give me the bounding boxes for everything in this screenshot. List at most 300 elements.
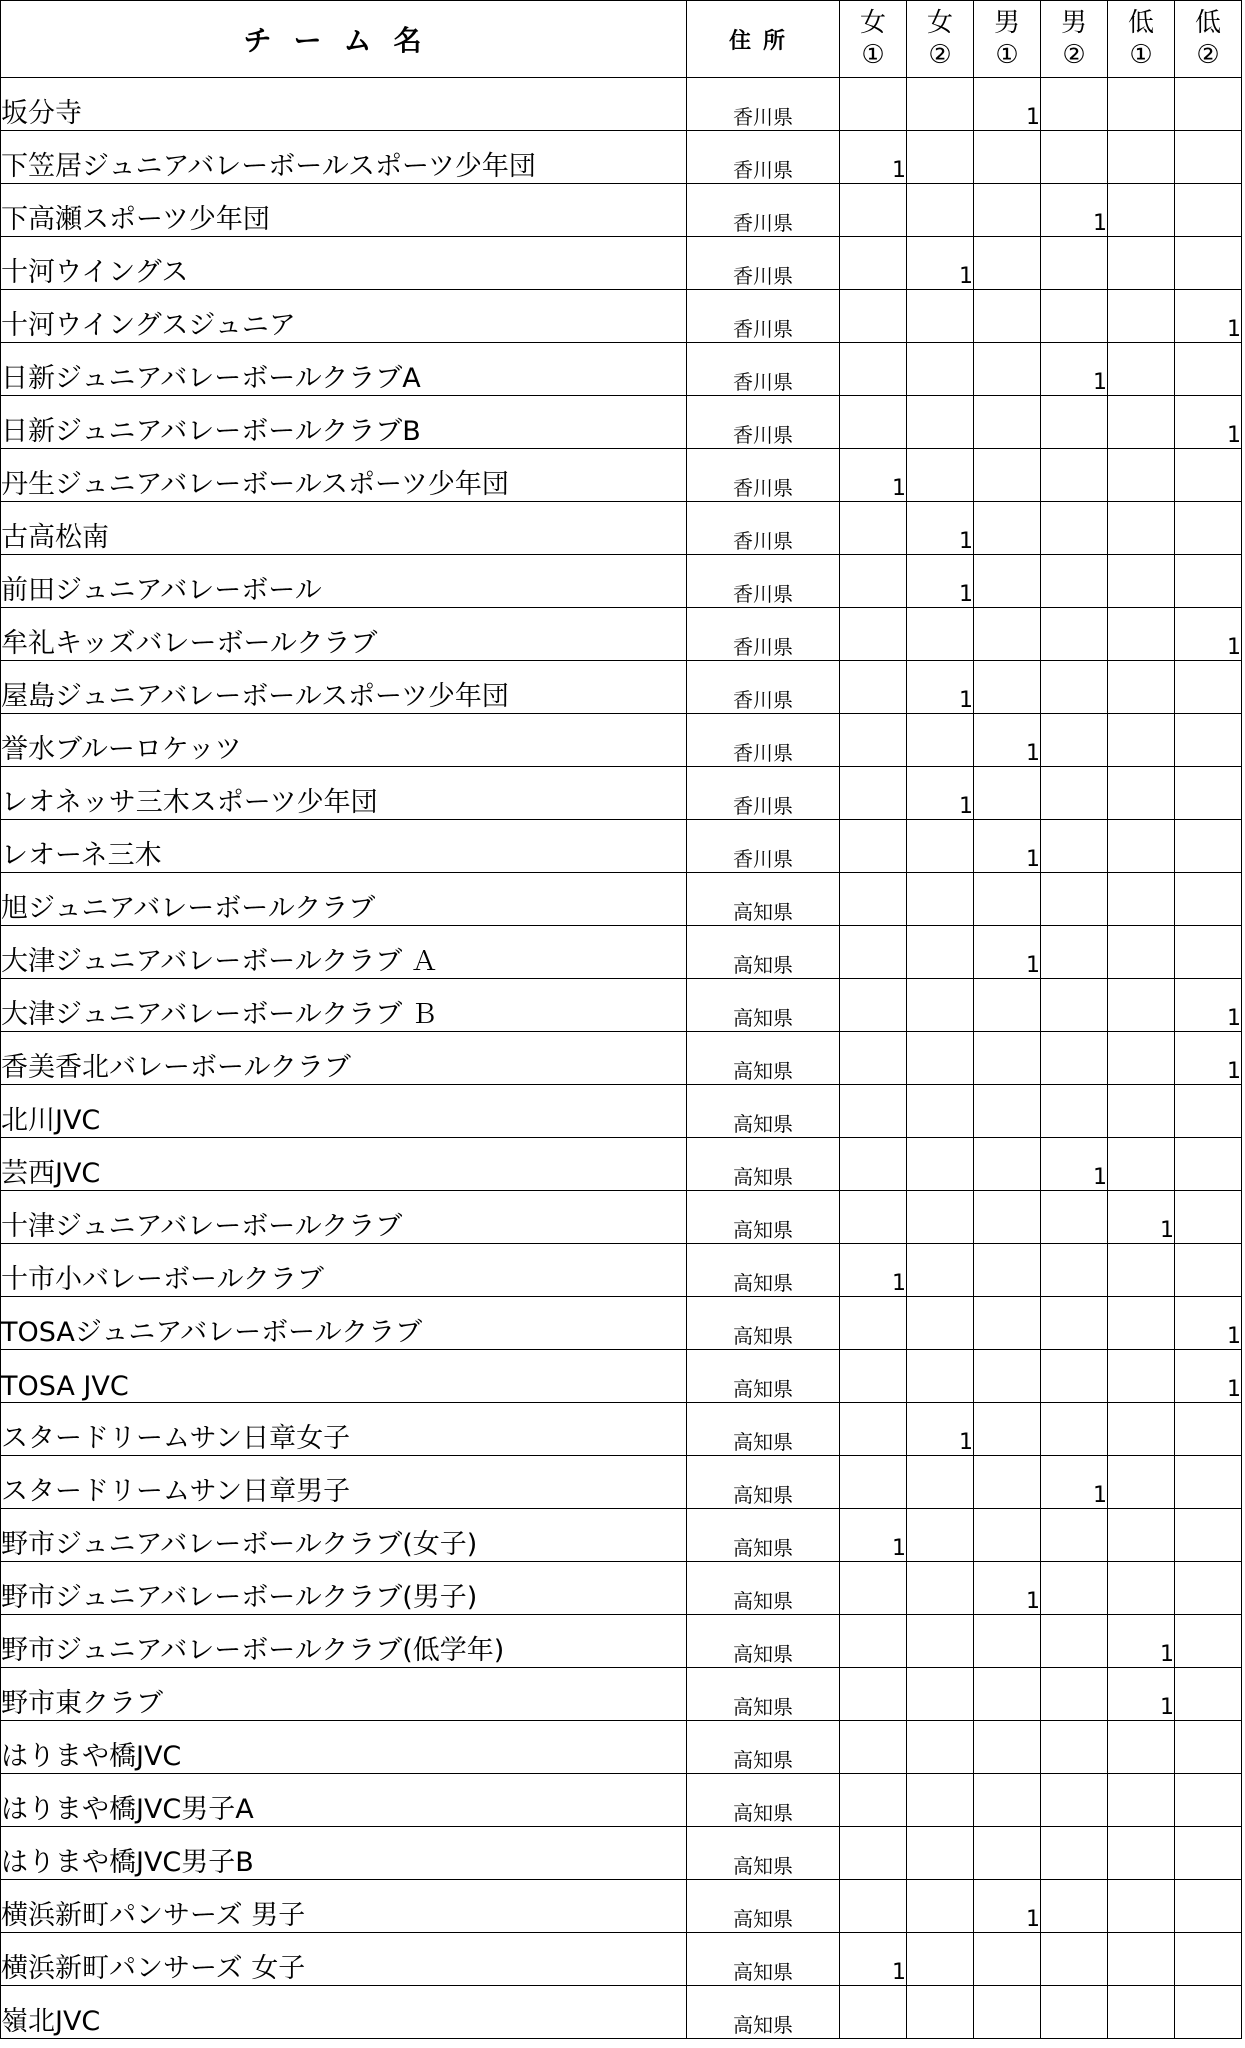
team-name-cell: TOSAジュニアバレーボールクラブ (1, 1297, 687, 1350)
table-row (1, 290, 1242, 343)
team-name-cell: はりまや橋JVC (1, 1721, 687, 1774)
category-mark-cell (1041, 131, 1108, 184)
category-mark-cell (974, 1191, 1041, 1244)
category-mark-cell (840, 1721, 907, 1774)
category-mark-cell (1041, 1191, 1108, 1244)
category-mark-cell (840, 767, 907, 820)
category-mark-cell (1175, 767, 1242, 820)
category-mark-cell (840, 1191, 907, 1244)
category-mark-cell (907, 1986, 974, 2039)
table-row (1, 1880, 1242, 1933)
team-name-cell: 下笠居ジュニアバレーボールスポーツ少年団 (1, 131, 687, 184)
address-cell: 高知県 (687, 1191, 840, 1244)
header-team-name: チーム名 (1, 1, 687, 78)
address-cell: 高知県 (687, 1138, 840, 1191)
table-row (1, 608, 1242, 661)
address-cell: 香川県 (687, 714, 840, 767)
category-mark-cell (1108, 343, 1175, 396)
team-name-cell: 北川JVC (1, 1085, 687, 1138)
category-mark-cell (1175, 1244, 1242, 1297)
category-mark-cell (1041, 1933, 1108, 1986)
category-mark-cell (1108, 1562, 1175, 1615)
category-mark-cell (840, 1880, 907, 1933)
category-mark-cell (1041, 502, 1108, 555)
table-row (1, 661, 1242, 714)
table-row (1, 184, 1242, 237)
category-mark-cell (1041, 1350, 1108, 1403)
category-mark-cell (1108, 396, 1175, 449)
team-name-cell: 十市小バレーボールクラブ (1, 1244, 687, 1297)
header-category-boys-1: 男 ① (974, 1, 1041, 78)
category-mark-cell: 1 (907, 555, 974, 608)
category-mark-cell (1041, 1085, 1108, 1138)
category-mark-cell (907, 1668, 974, 1721)
table-row (1, 767, 1242, 820)
address-cell: 高知県 (687, 1403, 840, 1456)
team-name-cell: 誉水ブルーロケッツ (1, 714, 687, 767)
category-mark-cell (840, 396, 907, 449)
category-mark-cell (1041, 767, 1108, 820)
category-mark-cell (907, 1085, 974, 1138)
header-row (1, 1, 1242, 78)
category-mark-cell (1041, 1244, 1108, 1297)
category-mark-cell (974, 1350, 1041, 1403)
table-row (1, 926, 1242, 979)
category-mark-cell (1108, 184, 1175, 237)
address-cell: 高知県 (687, 1562, 840, 1615)
table-row (1, 1721, 1242, 1774)
address-cell: 香川県 (687, 131, 840, 184)
team-name-cell: スタードリームサン日章女子 (1, 1403, 687, 1456)
table-row (1, 502, 1242, 555)
category-mark-cell (907, 1880, 974, 1933)
table-row (1, 131, 1242, 184)
category-mark-cell (1175, 555, 1242, 608)
category-mark-cell (907, 78, 974, 131)
team-name-cell: 十河ウイングス (1, 237, 687, 290)
category-mark-cell (1041, 1721, 1108, 1774)
category-mark-cell (1175, 502, 1242, 555)
category-mark-cell (1108, 1774, 1175, 1827)
category-mark-cell (1041, 1509, 1108, 1562)
team-name-cell: 十河ウイングスジュニア (1, 290, 687, 343)
category-mark-cell (907, 1138, 974, 1191)
address-cell: 香川県 (687, 555, 840, 608)
team-name-cell: 大津ジュニアバレーボールクラブ Ｂ (1, 979, 687, 1032)
category-mark-cell (840, 1615, 907, 1668)
category-mark-cell (974, 1668, 1041, 1721)
table-row (1, 1933, 1242, 1986)
category-mark-cell (974, 1774, 1041, 1827)
category-mark-cell (1108, 714, 1175, 767)
category-mark-cell (840, 979, 907, 1032)
category-mark-cell (1041, 396, 1108, 449)
category-mark-cell (907, 343, 974, 396)
team-name-cell: はりまや橋JVC男子B (1, 1827, 687, 1880)
category-mark-cell (1175, 1880, 1242, 1933)
category-mark-cell (1041, 290, 1108, 343)
table-row (1, 1827, 1242, 1880)
category-mark-cell (907, 608, 974, 661)
team-name-cell: 丹生ジュニアバレーボールスポーツ少年団 (1, 449, 687, 502)
category-mark-cell (907, 1191, 974, 1244)
category-mark-cell (1175, 184, 1242, 237)
category-mark-cell (1041, 1986, 1108, 2039)
team-name-cell: 古高松南 (1, 502, 687, 555)
category-mark-cell: 1 (1041, 1456, 1108, 1509)
table-row (1, 1085, 1242, 1138)
category-mark-cell (974, 1615, 1041, 1668)
category-mark-cell (1041, 979, 1108, 1032)
address-cell: 高知県 (687, 1986, 840, 2039)
category-mark-cell (1175, 926, 1242, 979)
category-mark-cell (1041, 1297, 1108, 1350)
category-mark-cell (974, 1456, 1041, 1509)
category-mark-cell (840, 1297, 907, 1350)
team-name-cell: 十津ジュニアバレーボールクラブ (1, 1191, 687, 1244)
category-mark-cell (1041, 237, 1108, 290)
category-mark-cell (840, 1986, 907, 2039)
category-mark-cell (907, 1562, 974, 1615)
category-mark-cell (1108, 1721, 1175, 1774)
category-mark-cell (907, 926, 974, 979)
category-mark-cell (907, 714, 974, 767)
team-name-cell: 前田ジュニアバレーボール (1, 555, 687, 608)
category-mark-cell: 1 (1041, 1138, 1108, 1191)
category-mark-cell: 1 (1175, 1350, 1242, 1403)
category-mark-cell (840, 1138, 907, 1191)
category-mark-cell: 1 (1175, 290, 1242, 343)
category-mark-cell (907, 1933, 974, 1986)
category-mark-cell (1108, 237, 1175, 290)
address-cell: 高知県 (687, 1880, 840, 1933)
category-mark-cell: 1 (1175, 1297, 1242, 1350)
category-mark-cell (1041, 1774, 1108, 1827)
category-mark-cell (974, 1509, 1041, 1562)
category-mark-cell (974, 1403, 1041, 1456)
category-mark-cell (974, 1085, 1041, 1138)
address-cell: 香川県 (687, 343, 840, 396)
address-cell: 高知県 (687, 1456, 840, 1509)
category-mark-cell (1175, 1615, 1242, 1668)
category-mark-cell (974, 1244, 1041, 1297)
category-mark-cell (907, 184, 974, 237)
category-mark-cell (907, 131, 974, 184)
category-mark-cell: 1 (974, 78, 1041, 131)
team-name-cell: はりまや橋JVC男子A (1, 1774, 687, 1827)
category-mark-cell (1041, 714, 1108, 767)
table-row (1, 396, 1242, 449)
team-name-cell: 嶺北JVC (1, 1986, 687, 2039)
category-mark-cell (1041, 1880, 1108, 1933)
category-mark-cell (1175, 78, 1242, 131)
category-mark-cell (1108, 873, 1175, 926)
category-mark-cell (1108, 1244, 1175, 1297)
category-mark-cell (974, 873, 1041, 926)
address-cell: 香川県 (687, 290, 840, 343)
team-name-cell: 屋島ジュニアバレーボールスポーツ少年団 (1, 661, 687, 714)
category-mark-cell (974, 396, 1041, 449)
category-mark-cell (974, 449, 1041, 502)
category-mark-cell (974, 1297, 1041, 1350)
category-mark-cell (1175, 1933, 1242, 1986)
category-mark-cell (1108, 979, 1175, 1032)
category-mark-cell: 1 (1108, 1668, 1175, 1721)
category-mark-cell (840, 661, 907, 714)
category-mark-cell: 1 (974, 1880, 1041, 1933)
address-cell: 高知県 (687, 1827, 840, 1880)
team-name-cell: 下高瀬スポーツ少年団 (1, 184, 687, 237)
category-mark-cell (974, 1138, 1041, 1191)
category-mark-cell (1108, 131, 1175, 184)
table-row (1, 1562, 1242, 1615)
category-mark-cell (1108, 608, 1175, 661)
header-category-girls-1: 女 ① (840, 1, 907, 78)
category-mark-cell (1175, 1138, 1242, 1191)
category-mark-cell (907, 1721, 974, 1774)
category-mark-cell (1108, 555, 1175, 608)
team-name-cell: 日新ジュニアバレーボールクラブB (1, 396, 687, 449)
category-mark-cell (840, 714, 907, 767)
category-mark-cell: 1 (907, 767, 974, 820)
category-mark-cell (1041, 1403, 1108, 1456)
category-mark-cell: 1 (907, 502, 974, 555)
category-mark-cell (1175, 1509, 1242, 1562)
category-mark-cell (840, 290, 907, 343)
address-cell: 香川県 (687, 78, 840, 131)
category-mark-cell (1175, 1827, 1242, 1880)
category-mark-cell (1175, 1774, 1242, 1827)
category-mark-cell: 1 (840, 1509, 907, 1562)
category-mark-cell: 1 (1175, 608, 1242, 661)
address-cell: 香川県 (687, 608, 840, 661)
category-mark-cell (840, 1562, 907, 1615)
team-rows (1, 78, 1242, 2039)
team-name-cell: 日新ジュニアバレーボールクラブA (1, 343, 687, 396)
address-cell: 高知県 (687, 1509, 840, 1562)
category-mark-cell: 1 (840, 449, 907, 502)
table-row (1, 343, 1242, 396)
category-mark-cell (1175, 131, 1242, 184)
category-mark-cell (1175, 343, 1242, 396)
category-mark-cell: 1 (907, 1403, 974, 1456)
category-mark-cell: 1 (1175, 1032, 1242, 1085)
category-mark-cell (1108, 1456, 1175, 1509)
header-address: 住所 (687, 1, 840, 78)
address-cell: 高知県 (687, 1297, 840, 1350)
header-category-low-2: 低 ② (1175, 1, 1242, 78)
category-mark-cell (1041, 661, 1108, 714)
table-row (1, 1032, 1242, 1085)
category-mark-cell: 1 (1175, 979, 1242, 1032)
table-row (1, 1986, 1242, 2039)
category-mark-cell (907, 979, 974, 1032)
category-mark-cell (840, 1456, 907, 1509)
category-mark-cell (840, 1774, 907, 1827)
team-name-cell: スタードリームサン日章男子 (1, 1456, 687, 1509)
address-cell: 高知県 (687, 1085, 840, 1138)
address-cell: 香川県 (687, 237, 840, 290)
category-mark-cell (1175, 1986, 1242, 2039)
category-mark-cell (974, 237, 1041, 290)
team-name-cell: 香美香北バレーボールクラブ (1, 1032, 687, 1085)
address-cell: 高知県 (687, 1668, 840, 1721)
team-name-cell: 大津ジュニアバレーボールクラブ Ａ (1, 926, 687, 979)
category-mark-cell (974, 1827, 1041, 1880)
category-mark-cell (1041, 1668, 1108, 1721)
address-cell: 高知県 (687, 1721, 840, 1774)
address-cell: 香川県 (687, 767, 840, 820)
table-row (1, 1403, 1242, 1456)
category-mark-cell: 1 (1041, 184, 1108, 237)
address-cell: 高知県 (687, 979, 840, 1032)
category-mark-cell (974, 1986, 1041, 2039)
category-mark-cell (1041, 1827, 1108, 1880)
team-name-cell: 野市ジュニアバレーボールクラブ(低学年) (1, 1615, 687, 1668)
category-mark-cell (907, 873, 974, 926)
category-mark-cell (1041, 1615, 1108, 1668)
category-mark-cell (1108, 1986, 1175, 2039)
address-cell: 香川県 (687, 396, 840, 449)
category-mark-cell (840, 1668, 907, 1721)
category-mark-cell (907, 1774, 974, 1827)
address-cell: 香川県 (687, 661, 840, 714)
address-cell: 高知県 (687, 1615, 840, 1668)
category-mark-cell (840, 78, 907, 131)
category-mark-cell (1175, 449, 1242, 502)
address-cell: 高知県 (687, 1774, 840, 1827)
category-mark-cell (1108, 1827, 1175, 1880)
category-mark-cell (1041, 1562, 1108, 1615)
category-mark-cell (907, 1297, 974, 1350)
category-mark-cell (907, 1615, 974, 1668)
category-mark-cell (1108, 926, 1175, 979)
category-mark-cell (974, 502, 1041, 555)
category-mark-cell: 1 (1108, 1615, 1175, 1668)
category-mark-cell (1108, 1297, 1175, 1350)
table-row (1, 1615, 1242, 1668)
category-mark-cell (974, 661, 1041, 714)
address-cell: 高知県 (687, 1350, 840, 1403)
category-mark-cell (1108, 502, 1175, 555)
table-row (1, 78, 1242, 131)
category-mark-cell (974, 1032, 1041, 1085)
category-mark-cell (1108, 78, 1175, 131)
table-row (1, 1191, 1242, 1244)
category-mark-cell (1108, 820, 1175, 873)
category-mark-cell (1175, 1085, 1242, 1138)
category-mark-cell (1108, 1880, 1175, 1933)
category-mark-cell: 1 (974, 714, 1041, 767)
category-mark-cell (840, 1827, 907, 1880)
category-mark-cell (974, 343, 1041, 396)
category-mark-cell (907, 1456, 974, 1509)
header-category-low-1: 低 ① (1108, 1, 1175, 78)
category-mark-cell (974, 767, 1041, 820)
address-cell: 高知県 (687, 1244, 840, 1297)
category-mark-cell (907, 1244, 974, 1297)
category-mark-cell (907, 1827, 974, 1880)
header-category-girls-2: 女 ② (907, 1, 974, 78)
category-mark-cell: 1 (974, 926, 1041, 979)
table-row (1, 1350, 1242, 1403)
table-row (1, 1456, 1242, 1509)
category-mark-cell (840, 343, 907, 396)
category-mark-cell: 1 (907, 237, 974, 290)
team-name-cell: レオーネ三木 (1, 820, 687, 873)
category-mark-cell (1175, 1668, 1242, 1721)
category-mark-cell (1041, 873, 1108, 926)
category-mark-cell (840, 926, 907, 979)
table-row (1, 1244, 1242, 1297)
category-mark-cell: 1 (974, 820, 1041, 873)
category-mark-cell (1175, 1191, 1242, 1244)
category-mark-cell (1041, 555, 1108, 608)
category-mark-cell (840, 1403, 907, 1456)
category-mark-cell: 1 (840, 1933, 907, 1986)
address-cell: 高知県 (687, 1933, 840, 1986)
category-mark-cell (1108, 1509, 1175, 1562)
category-mark-cell (974, 184, 1041, 237)
category-mark-cell (907, 1509, 974, 1562)
category-mark-cell (1108, 1933, 1175, 1986)
category-mark-cell (907, 449, 974, 502)
category-mark-cell (840, 608, 907, 661)
table-row (1, 820, 1242, 873)
category-mark-cell (1108, 767, 1175, 820)
team-name-cell: 芸西JVC (1, 1138, 687, 1191)
category-mark-cell (1175, 714, 1242, 767)
table-row (1, 1297, 1242, 1350)
category-mark-cell (1175, 1721, 1242, 1774)
team-name-cell: TOSA JVC (1, 1350, 687, 1403)
category-mark-cell (840, 1350, 907, 1403)
address-cell: 香川県 (687, 820, 840, 873)
category-mark-cell (1108, 1138, 1175, 1191)
category-mark-cell (1175, 1456, 1242, 1509)
team-name-cell: 横浜新町パンサーズ 女子 (1, 1933, 687, 1986)
table-row (1, 873, 1242, 926)
table-row (1, 714, 1242, 767)
category-mark-cell (840, 555, 907, 608)
table-row (1, 1668, 1242, 1721)
category-mark-cell: 1 (907, 661, 974, 714)
category-mark-cell (840, 1032, 907, 1085)
category-mark-cell (1041, 820, 1108, 873)
category-mark-cell (1108, 1032, 1175, 1085)
category-mark-cell (974, 1721, 1041, 1774)
category-mark-cell (907, 820, 974, 873)
category-mark-cell (974, 131, 1041, 184)
team-name-cell: 牟礼キッズバレーボールクラブ (1, 608, 687, 661)
category-mark-cell: 1 (840, 1244, 907, 1297)
team-name-cell: 坂分寺 (1, 78, 687, 131)
address-cell: 香川県 (687, 449, 840, 502)
category-mark-cell (1108, 1350, 1175, 1403)
category-mark-cell (840, 873, 907, 926)
category-mark-cell: 1 (974, 1562, 1041, 1615)
category-mark-cell (1175, 1562, 1242, 1615)
category-mark-cell (1175, 661, 1242, 714)
category-mark-cell (1108, 449, 1175, 502)
category-mark-cell (840, 1085, 907, 1138)
category-mark-cell (1041, 608, 1108, 661)
address-cell: 高知県 (687, 926, 840, 979)
category-mark-cell (1108, 1403, 1175, 1456)
category-mark-cell: 1 (1108, 1191, 1175, 1244)
team-name-cell: 野市ジュニアバレーボールクラブ(女子) (1, 1509, 687, 1562)
table-row (1, 237, 1242, 290)
